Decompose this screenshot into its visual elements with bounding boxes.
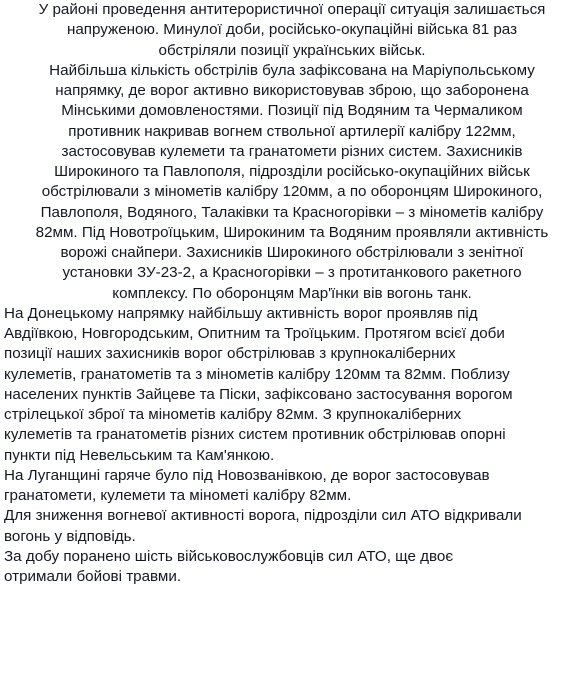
text-line: отримали бойові травми. [4,568,182,585]
text-line: кулеметів та гранатометів різних систем противник обстрілював опорні [4,426,506,444]
text-line: Найбільша кількість обстрілів була зафіксована на Маріупольському [49,61,535,79]
text-line: 82мм. Під Новотроїцьким, Широкиним та Водяним проявляли активність [35,223,549,241]
text-line: У районі проведення антитерористичної операції ситуація залишається [38,1,546,18]
text-line: Мінськими домовленостями. Позиції під Водяним та Чермаликом [61,102,523,120]
text-line: На Луганщині гаряче було під Новозванівкою, де ворог застосовував [4,466,490,484]
text-line: Павлополя, Водяного, Талаківки та Красногорівки – з мінометів калібру [40,203,544,221]
paragraph-donetsk-direction [4,304,580,466]
text-line: комплексу. По оборонцям Мар'їнки вів вогонь танк. [112,284,472,302]
text-line: застосовував кулемети та гранатомети різних систем. Захисників [61,142,523,160]
paragraph-return-fire [4,506,580,547]
paragraph-luhansk-region [4,466,580,507]
paragraph-mariupol-direction [4,61,580,304]
text-line: кулеметів, гранатометів та з мінометів калібру 120мм та 82мм. Поблизу [4,365,510,383]
text-line: установки ЗУ-23-2, а Красногорівки – з протитанкового ракетного [62,264,522,282]
text-line: За добу поранено шість військовослужбовців сил АТО, ще двоє [4,547,454,565]
text-line: населених пунктів Зайцеве та Піски, зафіксовано застосування ворогом [4,385,513,403]
paragraph-situation-summary [4,0,580,61]
text-line: стрілецької зброї та мінометів калібру 82мм. З крупнокаліберних [4,406,462,423]
text-line: гранатомети, кулемети та мінометі калібру 82мм. [4,487,352,504]
text-line: напруженою. Минулої доби, російсько-окупаційні війська 81 раз [66,21,518,39]
text-line: ворожі снайпери. Захисників Широкиного обстрілювали з зенітної [60,244,524,261]
text-line: пункти під Невельським та Кам'янкою. [4,446,275,464]
text-line: Авдіївкою, Новгородським, Опитним та Троїцьким. Протягом всієї доби [4,325,505,342]
text-line: Широкиного та Павлополя, підрозділи російсько-окупаційних військ [54,163,530,180]
text-line: На Донецькому напрямку найбільшу активність ворог проявляв під [4,304,478,322]
news-article [4,0,580,587]
text-line: обстрілювали з мінометів калібру 120мм, а по оборонцям Широкиного, [41,183,543,201]
paragraph-casualties [4,547,580,588]
text-line: вогонь у відповідь. [4,527,136,545]
text-line: обстріляли позиції українських військ. [158,41,426,59]
text-line: противник накривав вогнем ствольної артилерії калібру 122мм, [68,122,516,140]
text-line: напрямку, де ворог активно використовував зброю, що заборонена [55,82,529,99]
text-line: Для зниження вогневої активності ворога, підрозділи сил АТО відкривали [4,507,522,525]
text-line: позиції наших захисників ворог обстрілював з крупнокаліберних [4,345,456,363]
